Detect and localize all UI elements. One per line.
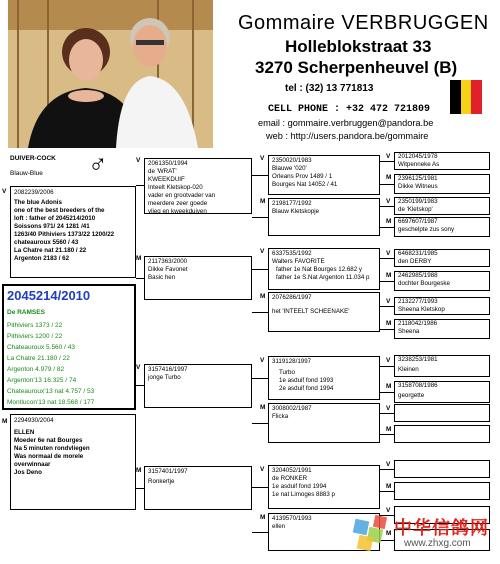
owner-name: Gommaire VERBRUGGEN (238, 12, 489, 34)
gen4-marker: M (386, 272, 392, 279)
gen2-card-2 (144, 364, 252, 408)
gen2-ring: 3157416/1997 (148, 366, 188, 373)
gen3-card-1 (268, 198, 380, 236)
sire-ring: 2082239/2006 (14, 189, 54, 196)
dam-line: Jos Deno (14, 469, 42, 476)
owner-city: 3270 Scherpenheuvel (B) (255, 58, 458, 77)
dam-line: overwinnaar (14, 461, 51, 468)
watermark-logo (348, 510, 498, 560)
gen3-ring: 2350020/1983 (272, 157, 312, 164)
sire-card (10, 186, 136, 278)
gen4-marker: V (386, 357, 391, 364)
gen4-card-12 (394, 460, 490, 478)
connector-line (380, 434, 394, 435)
gen2-line: KWEEKDUIF (148, 176, 185, 183)
gen3-line: Blauw Kletskopje (272, 208, 320, 215)
gen4-card-5 (394, 271, 490, 291)
gen3-card-4 (268, 356, 380, 400)
gen4-card-9 (394, 381, 490, 403)
gen3-ring: 4139570/1993 (272, 515, 312, 522)
connector-line (252, 487, 268, 488)
gen2-marker: V (136, 157, 141, 164)
subject-result: Pithiviers 1373 / 22 (7, 322, 63, 329)
gen4-line: Kleinen (398, 366, 419, 373)
gen4-ring: 2012045/1978 (398, 153, 438, 160)
connector-line (380, 413, 394, 414)
watermark-url: www.zhxg.com (404, 538, 471, 549)
gen2-line: meerdere zeer goede (148, 200, 208, 207)
gen4-ring: 6697607/1987 (398, 218, 438, 225)
gen4-ring: 2396125/1981 (398, 175, 438, 182)
owner-website: web : http://users.pandora.be/gommaire (266, 131, 429, 141)
gen4-ring: 2132277/1993 (398, 298, 438, 305)
belgian-flag-icon (450, 80, 482, 114)
gen3-line: de RONKER (272, 475, 308, 482)
connector-line (380, 227, 394, 228)
dam-marker: M (2, 418, 8, 425)
gen3-ring: 3119128/1997 (272, 358, 312, 365)
gen3-line: Walters FAVORITE (272, 258, 325, 265)
owner-email: email : gommaire.verbruggen@pandora.be (258, 118, 434, 128)
gen3-marker: M (260, 404, 266, 411)
gen3-line: Turbo (279, 369, 295, 376)
gen4-ring: 6468231/1985 (398, 250, 438, 257)
connector-line (136, 185, 144, 186)
gen4-card-4 (394, 249, 490, 267)
gen3-card-0 (268, 155, 380, 195)
connector-line (380, 184, 394, 185)
sire-line: loft : father of 2045214/2010 (14, 215, 96, 222)
gen4-line: Dikke Witneus (398, 183, 438, 190)
gen3-line: Orleans Prov 1489 / 1 (272, 173, 333, 180)
subject-ring: 2045214/2010 (7, 288, 91, 303)
subject-color: Blauw-Blue (10, 170, 43, 177)
gen3-marker: M (260, 293, 266, 300)
sire-line: 1263/40 Pithiviers 1373/22 1200/22 (14, 231, 115, 238)
gen3-line: 1e asduif fond 1993 (279, 377, 334, 384)
connector-line (380, 491, 394, 492)
owner-cellphone: CELL PHONE : +32 472 721809 (268, 104, 431, 115)
dam-ring: 2294930/2004 (14, 417, 54, 424)
subject-result: La Chatre 21.180 / 22 (7, 355, 70, 362)
connector-line (380, 206, 394, 207)
subject-result: Pithiviers 1200 / 22 (7, 333, 63, 340)
gen3-marker: M (260, 198, 266, 205)
gen4-marker: M (386, 426, 392, 433)
sire-line: Soissons 971/ 24 1281 /41 (14, 223, 90, 230)
gen2-line: jonge Turbo (148, 374, 181, 381)
connector-line (380, 258, 394, 259)
connector-line (136, 488, 144, 489)
subject-result: Chateauroux'13 nat 4.757 / 53 (7, 388, 95, 395)
gen4-marker: V (386, 198, 391, 205)
gen2-marker: M (136, 255, 142, 262)
gen2-line: Basic hen (148, 274, 176, 281)
gen3-line: 2e asduif fond 1994 (279, 385, 334, 392)
owner-phone: tel : (32) 13 771813 (285, 83, 374, 94)
connector-line (380, 392, 394, 393)
connector-line (252, 378, 268, 379)
gen2-marker: V (136, 364, 141, 371)
gen3-card-5 (268, 403, 380, 443)
gen4-marker: V (386, 461, 391, 468)
gen3-ring: 3008002/1987 (272, 405, 312, 412)
gen2-line: vlieg en kweekduiven (148, 208, 207, 214)
gen2-line: Ronkertje (148, 478, 175, 485)
gen4-ring: 2350199/1983 (398, 198, 438, 205)
gen4-line: Witpenneke As (398, 161, 440, 168)
dam-line: Was normaal de morele (14, 453, 84, 460)
gen3-line: Blauwe '020' (272, 165, 307, 172)
gen2-card-0 (144, 158, 252, 214)
gen4-marker: M (386, 530, 392, 537)
gen3-ring: 6337535/1992 (272, 250, 312, 257)
gen4-marker: M (386, 174, 392, 181)
gen3-line: 1e asduif fond 1994 (272, 483, 327, 490)
connector-line (380, 329, 394, 330)
gen3-line: father 1e S.Nat Argenton 11.034 p (276, 274, 370, 281)
gen4-ring: 2118042/1986 (398, 320, 438, 327)
gen2-card-3 (144, 466, 252, 510)
gen4-line: geschelpte zus sony (398, 226, 455, 233)
sire-line: Argenton 2183 / 62 (14, 255, 70, 262)
gen4-marker: M (386, 320, 392, 327)
gen3-line: ellen (272, 523, 286, 530)
connector-line (252, 423, 268, 424)
gen4-marker: V (386, 250, 391, 257)
watermark-pigeon-icon (348, 514, 394, 554)
gen4-marker: V (386, 405, 391, 412)
gen4-ring: 3238253/1981 (398, 356, 438, 363)
gen4-line: dochter Bourgeske (398, 280, 450, 287)
subject-result: Montlucon'13 nat 18.568 / 177 (7, 399, 95, 406)
gen4-card-8 (394, 355, 490, 377)
gen2-marker: M (136, 467, 142, 474)
gen4-marker: M (386, 218, 392, 225)
connector-line (252, 532, 268, 533)
gen3-ring: 2198177/1992 (272, 200, 312, 207)
gen3-card-6 (268, 465, 380, 509)
gen3-line: Flicka (272, 413, 289, 420)
gen2-line: de 'WRAT' (148, 168, 177, 175)
gen3-card-2 (268, 248, 380, 290)
subject-result: Chateauroux 5.560 / 43 (7, 344, 75, 351)
dam-line: Moeder 6e nat Bourges (14, 437, 83, 444)
watermark-title: 中华信鸽网 (394, 518, 489, 539)
gen4-line: de 'Kletskop' (398, 206, 433, 213)
subject-name: De RAMSES (7, 309, 45, 316)
gen4-card-2 (394, 197, 490, 215)
gen3-marker: V (260, 155, 265, 162)
gen2-line: vader en grootvader van (148, 192, 216, 199)
subject-category: DUIVER-COCK (10, 155, 56, 162)
gen3-line: Bourges Nat 14052 / 41 (272, 181, 338, 188)
gen4-ring: 2462985/1988 (398, 272, 438, 279)
gen4-marker: M (386, 383, 392, 390)
gen3-line: father 1e Nat Bourges 12.682 y (276, 266, 362, 273)
gen4-marker: V (386, 153, 391, 160)
gen4-card-7 (394, 319, 490, 339)
gen3-marker: V (260, 466, 265, 473)
gen2-line: Inteelt Kletskop-020 (148, 184, 203, 191)
dam-line: Na 5 minuten rondvliegen (14, 445, 90, 452)
gen3-marker: M (260, 514, 266, 521)
connector-line (380, 281, 394, 282)
gen4-card-0 (394, 152, 490, 170)
sire-marker: V (2, 188, 7, 195)
gen2-line: Dikke Favonet (148, 266, 188, 273)
gen4-marker: M (386, 483, 392, 490)
connector-line (136, 385, 144, 386)
dam-line: ELLEN (14, 429, 35, 436)
connector-line (252, 175, 268, 176)
gen4-card-1 (394, 174, 490, 194)
gen4-card-3 (394, 217, 490, 237)
owner-photo (8, 0, 213, 148)
gen4-line: Sheena (398, 328, 420, 335)
gen4-line: Sheena Kletskop (398, 306, 445, 313)
gen3-ring: 2076286/1997 (272, 294, 312, 301)
connector-line (136, 278, 144, 279)
sire-line: La Chatre nat 21.180 / 22 (14, 247, 87, 254)
gen4-marker: V (386, 507, 391, 514)
gen4-card-10 (394, 404, 490, 422)
gen3-line: het 'INTEELT SCHEENAKE' (272, 308, 350, 315)
connector-line (380, 306, 394, 307)
connector-line (252, 217, 268, 218)
gen2-ring: 2061350/1994 (148, 160, 188, 167)
gen4-marker: V (386, 298, 391, 305)
gen3-card-3 (268, 292, 380, 332)
gen4-line: georgette (398, 392, 425, 399)
gen3-marker: V (260, 248, 265, 255)
owner-street: Holleblokstraat 33 (285, 37, 432, 56)
connector-line (252, 312, 268, 313)
gen3-ring: 3204052/1991 (272, 467, 312, 474)
male-symbol-icon: ♂ (88, 148, 108, 178)
connector-line (252, 269, 268, 270)
gen4-ring: 3158708/1986 (398, 382, 438, 389)
gen4-card-6 (394, 297, 490, 315)
connector-line (380, 469, 394, 470)
connector-line (380, 366, 394, 367)
dam-card (10, 414, 136, 510)
gen3-marker: V (260, 357, 265, 364)
subject-result: Argenton'13 16.325 / 74 (7, 377, 77, 384)
gen2-ring: 2117363/2000 (148, 258, 188, 265)
gen4-line: den DERBY (398, 258, 432, 265)
gen4-card-13 (394, 482, 490, 500)
gen2-card-1 (144, 256, 252, 300)
connector-line (380, 161, 394, 162)
sire-line: one of the best breeders of the (14, 207, 105, 214)
gen2-ring: 3157401/1997 (148, 468, 188, 475)
sire-line: The blue Adonis (14, 199, 62, 206)
sire-line: chateauroux 5560 / 43 (14, 239, 79, 246)
subject-result: Argenton 4.979 / 82 (7, 366, 65, 373)
gen4-card-11 (394, 425, 490, 443)
subject-card (2, 284, 136, 410)
gen3-line: 1e nat Limoges 8883 p (272, 491, 335, 498)
